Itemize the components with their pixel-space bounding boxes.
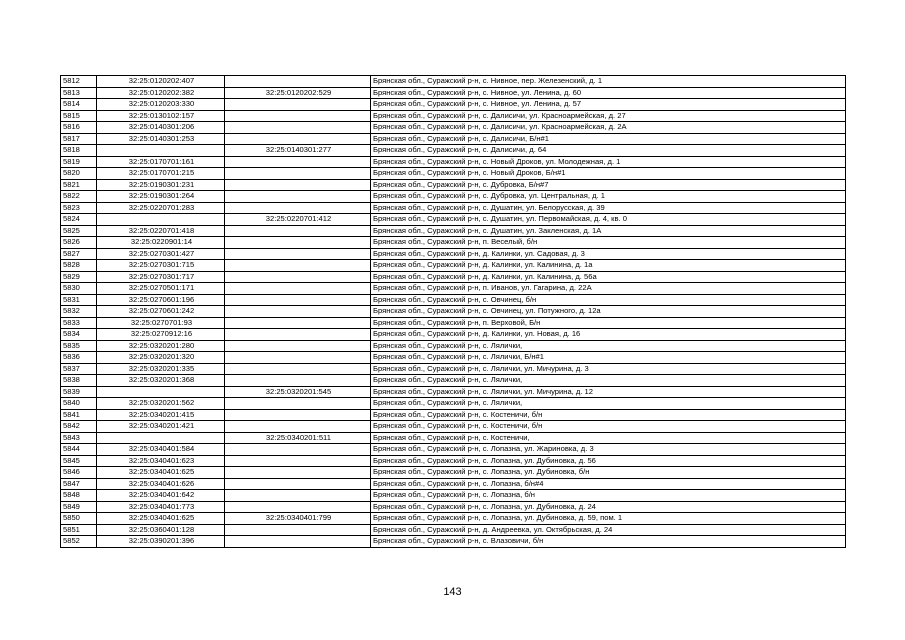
address-cell: Брянская обл., Суражский р-н, с. Лопазна, ул. Дубиновка, д. 59, пом. 1 — [371, 513, 846, 525]
cadastral-number-cell: 32:25:0320201:280 — [97, 340, 225, 352]
address-cell: Брянская обл., Суражский р-н, с. Лопазна, б/н#4 — [371, 478, 846, 490]
address-cell: Брянская обл., Суражский р-н, д. Калинки, ул. Садовая, д. 3 — [371, 248, 846, 260]
cadastral-number-cell: 32:25:0220701:418 — [97, 225, 225, 237]
table-row — [61, 168, 846, 180]
cadastral-number-cell: 32:25:0120203:330 — [97, 99, 225, 111]
cadastral-number-cell: 32:25:0270301:427 — [97, 248, 225, 260]
address-cell: Брянская обл., Суражский р-н, д. Калинки, ул. Калинина, д. 56а — [371, 271, 846, 283]
linked-cadastral-number-cell — [225, 191, 371, 203]
linked-cadastral-number-cell: 32:25:0120202:529 — [225, 87, 371, 99]
table-row — [61, 99, 846, 111]
table-row — [61, 294, 846, 306]
row-number-cell: 5826 — [61, 237, 97, 249]
address-cell: Брянская обл., Суражский р-н, с. Овчинец, ул. Потужного, д. 12а — [371, 306, 846, 318]
property-registry-table — [60, 75, 846, 548]
registry-table-body — [61, 76, 846, 548]
linked-cadastral-number-cell — [225, 375, 371, 387]
row-number-cell: 5832 — [61, 306, 97, 318]
row-number-cell: 5830 — [61, 283, 97, 295]
linked-cadastral-number-cell — [225, 536, 371, 548]
row-number-cell: 5819 — [61, 156, 97, 168]
cadastral-number-cell: 32:25:0340401:773 — [97, 501, 225, 513]
linked-cadastral-number-cell — [225, 306, 371, 318]
address-cell: Брянская обл., Суражский р-н, п. Веселый, б/н — [371, 237, 846, 249]
linked-cadastral-number-cell — [225, 133, 371, 145]
row-number-cell: 5852 — [61, 536, 97, 548]
cadastral-number-cell: 32:25:0270501:171 — [97, 283, 225, 295]
cadastral-number-cell: 32:25:0360401:128 — [97, 524, 225, 536]
linked-cadastral-number-cell — [225, 168, 371, 180]
row-number-cell: 5840 — [61, 398, 97, 410]
address-cell: Брянская обл., Суражский р-н, с. Душатин, ул. Белорусская, д. 39 — [371, 202, 846, 214]
table-row — [61, 237, 846, 249]
linked-cadastral-number-cell — [225, 467, 371, 479]
table-row — [61, 432, 846, 444]
linked-cadastral-number-cell: 32:25:0220701:412 — [225, 214, 371, 226]
row-number-cell: 5831 — [61, 294, 97, 306]
address-cell: Брянская обл., Суражский р-н, с. Лопазна, ул. Дубиновка, д. 56 — [371, 455, 846, 467]
linked-cadastral-number-cell: 32:25:0340201:511 — [225, 432, 371, 444]
linked-cadastral-number-cell — [225, 237, 371, 249]
linked-cadastral-number-cell — [225, 202, 371, 214]
address-cell: Брянская обл., Суражский р-н, с. Лялички, — [371, 375, 846, 387]
linked-cadastral-number-cell — [225, 490, 371, 502]
address-cell: Брянская обл., Суражский р-н, с. Костеничи, — [371, 432, 846, 444]
row-number-cell: 5837 — [61, 363, 97, 375]
cadastral-number-cell: 32:25:0340401:642 — [97, 490, 225, 502]
linked-cadastral-number-cell — [225, 317, 371, 329]
row-number-cell: 5818 — [61, 145, 97, 157]
table-row — [61, 225, 846, 237]
table-row — [61, 283, 846, 295]
row-number-cell: 5836 — [61, 352, 97, 364]
linked-cadastral-number-cell: 32:25:0140301:277 — [225, 145, 371, 157]
table-row — [61, 260, 846, 272]
cadastral-number-cell: 32:25:0390201:396 — [97, 536, 225, 548]
cadastral-number-cell: 32:25:0270301:717 — [97, 271, 225, 283]
cadastral-number-cell — [97, 386, 225, 398]
row-number-cell: 5823 — [61, 202, 97, 214]
row-number-cell: 5829 — [61, 271, 97, 283]
address-cell: Брянская обл., Суражский р-н, с. Далисичи, д. 64 — [371, 145, 846, 157]
table-row — [61, 501, 846, 513]
cadastral-number-cell: 32:25:0340401:626 — [97, 478, 225, 490]
table-row — [61, 202, 846, 214]
row-number-cell: 5838 — [61, 375, 97, 387]
cadastral-number-cell: 32:25:0340401:625 — [97, 513, 225, 525]
linked-cadastral-number-cell — [225, 283, 371, 295]
table-row — [61, 478, 846, 490]
address-cell: Брянская обл., Суражский р-н, п. Иванов, ул. Гагарина, д. 22А — [371, 283, 846, 295]
linked-cadastral-number-cell — [225, 501, 371, 513]
address-cell: Брянская обл., Суражский р-н, с. Душатин, ул. Первомайская, д. 4, кв. 0 — [371, 214, 846, 226]
row-number-cell: 5820 — [61, 168, 97, 180]
table-row — [61, 87, 846, 99]
address-cell: Брянская обл., Суражский р-н, с. Нивное, ул. Ленина, д. 60 — [371, 87, 846, 99]
cadastral-number-cell: 32:25:0270701:93 — [97, 317, 225, 329]
row-number-cell: 5848 — [61, 490, 97, 502]
address-cell: Брянская обл., Суражский р-н, с. Далисичи, ул. Красноармейская, д. 2А — [371, 122, 846, 134]
table-row — [61, 156, 846, 168]
table-row — [61, 340, 846, 352]
address-cell: Брянская обл., Суражский р-н, с. Лопазна, ул. Жариновка, д. 3 — [371, 444, 846, 456]
linked-cadastral-number-cell — [225, 444, 371, 456]
table-row — [61, 409, 846, 421]
row-number-cell: 5812 — [61, 76, 97, 88]
cadastral-number-cell: 32:25:0140301:253 — [97, 133, 225, 145]
linked-cadastral-number-cell — [225, 76, 371, 88]
row-number-cell: 5851 — [61, 524, 97, 536]
linked-cadastral-number-cell — [225, 478, 371, 490]
address-cell: Брянская обл., Суражский р-н, с. Лопазна, ул. Дубиновка, д. 24 — [371, 501, 846, 513]
table-row — [61, 524, 846, 536]
cadastral-number-cell: 32:25:0270601:242 — [97, 306, 225, 318]
table-row — [61, 352, 846, 364]
cadastral-number-cell: 32:25:0340401:584 — [97, 444, 225, 456]
linked-cadastral-number-cell — [225, 156, 371, 168]
address-cell: Брянская обл., Суражский р-н, с. Дубровка, Б/н#7 — [371, 179, 846, 191]
linked-cadastral-number-cell — [225, 524, 371, 536]
cadastral-number-cell: 32:25:0190301:264 — [97, 191, 225, 203]
linked-cadastral-number-cell — [225, 122, 371, 134]
row-number-cell: 5822 — [61, 191, 97, 203]
cadastral-number-cell: 32:25:0120202:382 — [97, 87, 225, 99]
row-number-cell: 5827 — [61, 248, 97, 260]
row-number-cell: 5834 — [61, 329, 97, 341]
cadastral-number-cell: 32:25:0170701:215 — [97, 168, 225, 180]
linked-cadastral-number-cell — [225, 225, 371, 237]
table-row — [61, 513, 846, 525]
linked-cadastral-number-cell — [225, 455, 371, 467]
cadastral-number-cell: 32:25:0120202:407 — [97, 76, 225, 88]
address-cell: Брянская обл., Суражский р-н, п. Верховой, Б/н — [371, 317, 846, 329]
row-number-cell: 5833 — [61, 317, 97, 329]
cadastral-number-cell: 32:25:0270301:715 — [97, 260, 225, 272]
address-cell: Брянская обл., Суражский р-н, с. Новый Дроков, Б/н#1 — [371, 168, 846, 180]
address-cell: Брянская обл., Суражский р-н, с. Дубровка, ул. Центральная, д. 1 — [371, 191, 846, 203]
linked-cadastral-number-cell — [225, 294, 371, 306]
row-number-cell: 5814 — [61, 99, 97, 111]
address-cell: Брянская обл., Суражский р-н, с. Лопазна, ул. Дубиновка, б/н — [371, 467, 846, 479]
cadastral-number-cell: 32:25:0320201:320 — [97, 352, 225, 364]
cadastral-number-cell: 32:25:0130102:157 — [97, 110, 225, 122]
cadastral-number-cell: 32:25:0320201:335 — [97, 363, 225, 375]
cadastral-number-cell: 32:25:0270912:16 — [97, 329, 225, 341]
address-cell: Брянская обл., Суражский р-н, с. Нивное, пер. Железенский, д. 1 — [371, 76, 846, 88]
row-number-cell: 5844 — [61, 444, 97, 456]
table-row — [61, 76, 846, 88]
address-cell: Брянская обл., Суражский р-н, с. Лопазна, б/н — [371, 490, 846, 502]
table-row — [61, 444, 846, 456]
table-row — [61, 145, 846, 157]
cadastral-number-cell: 32:25:0220701:283 — [97, 202, 225, 214]
table-row — [61, 317, 846, 329]
cadastral-number-cell — [97, 214, 225, 226]
row-number-cell: 5839 — [61, 386, 97, 398]
address-cell: Брянская обл., Суражский р-н, с. Лялички, — [371, 398, 846, 410]
cadastral-number-cell: 32:25:0170701:161 — [97, 156, 225, 168]
linked-cadastral-number-cell — [225, 340, 371, 352]
row-number-cell: 5845 — [61, 455, 97, 467]
cadastral-number-cell: 32:25:0320201:562 — [97, 398, 225, 410]
table-row — [61, 179, 846, 191]
row-number-cell: 5847 — [61, 478, 97, 490]
table-row — [61, 421, 846, 433]
table-row — [61, 455, 846, 467]
address-cell: Брянская обл., Суражский р-н, с. Костеничи, б/н — [371, 409, 846, 421]
row-number-cell: 5816 — [61, 122, 97, 134]
linked-cadastral-number-cell — [225, 260, 371, 272]
address-cell: Брянская обл., Суражский р-н, д. Калинки, ул. Новая, д. 16 — [371, 329, 846, 341]
table-row — [61, 329, 846, 341]
table-row — [61, 490, 846, 502]
cadastral-number-cell — [97, 145, 225, 157]
table-row — [61, 375, 846, 387]
linked-cadastral-number-cell — [225, 352, 371, 364]
address-cell: Брянская обл., Суражский р-н, с. Костеничи, б/н — [371, 421, 846, 433]
table-row — [61, 133, 846, 145]
address-cell: Брянская обл., Суражский р-н, с. Далисичи, Б/н#1 — [371, 133, 846, 145]
address-cell: Брянская обл., Суражский р-н, с. Новый Дроков, ул. Молодежная, д. 1 — [371, 156, 846, 168]
address-cell: Брянская обл., Суражский р-н, с. Далисичи, ул. Красноармейская, д. 27 — [371, 110, 846, 122]
table-row — [61, 467, 846, 479]
row-number-cell: 5828 — [61, 260, 97, 272]
page-number: 143 — [443, 586, 462, 598]
table-row — [61, 122, 846, 134]
linked-cadastral-number-cell — [225, 248, 371, 260]
cadastral-number-cell: 32:25:0340401:625 — [97, 467, 225, 479]
row-number-cell: 5813 — [61, 87, 97, 99]
address-cell: Брянская обл., Суражский р-н, с. Лялички, ул. Мичурина, д. 3 — [371, 363, 846, 375]
row-number-cell: 5815 — [61, 110, 97, 122]
row-number-cell: 5841 — [61, 409, 97, 421]
address-cell: Брянская обл., Суражский р-н, с. Лялички, — [371, 340, 846, 352]
row-number-cell: 5821 — [61, 179, 97, 191]
table-row — [61, 386, 846, 398]
cadastral-number-cell: 32:25:0220901:14 — [97, 237, 225, 249]
cadastral-number-cell: 32:25:0140301:206 — [97, 122, 225, 134]
linked-cadastral-number-cell — [225, 179, 371, 191]
table-row — [61, 398, 846, 410]
row-number-cell: 5850 — [61, 513, 97, 525]
table-row — [61, 306, 846, 318]
table-row — [61, 271, 846, 283]
cadastral-number-cell: 32:25:0340201:415 — [97, 409, 225, 421]
address-cell: Брянская обл., Суражский р-н, с. Лялички, ул. Мичурина, д. 12 — [371, 386, 846, 398]
linked-cadastral-number-cell: 32:25:0340401:799 — [225, 513, 371, 525]
address-cell: Брянская обл., Суражский р-н, с. Лялички, Б/н#1 — [371, 352, 846, 364]
table-row — [61, 363, 846, 375]
address-cell: Брянская обл., Суражский р-н, с. Нивное, ул. Ленина, д. 57 — [371, 99, 846, 111]
row-number-cell: 5835 — [61, 340, 97, 352]
row-number-cell: 5849 — [61, 501, 97, 513]
linked-cadastral-number-cell — [225, 363, 371, 375]
table-row — [61, 110, 846, 122]
row-number-cell: 5824 — [61, 214, 97, 226]
table-row — [61, 191, 846, 203]
linked-cadastral-number-cell — [225, 271, 371, 283]
cadastral-number-cell: 32:25:0340201:421 — [97, 421, 225, 433]
row-number-cell: 5817 — [61, 133, 97, 145]
linked-cadastral-number-cell — [225, 421, 371, 433]
row-number-cell: 5842 — [61, 421, 97, 433]
table-row — [61, 214, 846, 226]
linked-cadastral-number-cell — [225, 409, 371, 421]
linked-cadastral-number-cell — [225, 110, 371, 122]
row-number-cell: 5843 — [61, 432, 97, 444]
linked-cadastral-number-cell — [225, 99, 371, 111]
row-number-cell: 5846 — [61, 467, 97, 479]
address-cell: Брянская обл., Суражский р-н, с. Влазовичи, б/н — [371, 536, 846, 548]
linked-cadastral-number-cell — [225, 329, 371, 341]
cadastral-number-cell: 32:25:0270601:196 — [97, 294, 225, 306]
address-cell: Брянская обл., Суражский р-н, д. Калинки, ул. Калинина, д. 1а — [371, 260, 846, 272]
linked-cadastral-number-cell: 32:25:0320201:545 — [225, 386, 371, 398]
linked-cadastral-number-cell — [225, 398, 371, 410]
cadastral-number-cell: 32:25:0320201:368 — [97, 375, 225, 387]
cadastral-number-cell: 32:25:0340401:623 — [97, 455, 225, 467]
cadastral-number-cell: 32:25:0190301:231 — [97, 179, 225, 191]
cadastral-number-cell — [97, 432, 225, 444]
address-cell: Брянская обл., Суражский р-н, д. Андреевка, ул. Октябрьская, д. 24 — [371, 524, 846, 536]
row-number-cell: 5825 — [61, 225, 97, 237]
address-cell: Брянская обл., Суражский р-н, с. Душатин, ул. Закленская, д. 1А — [371, 225, 846, 237]
address-cell: Брянская обл., Суражский р-н, с. Овчинец, б/н — [371, 294, 846, 306]
table-row — [61, 536, 846, 548]
table-row — [61, 248, 846, 260]
